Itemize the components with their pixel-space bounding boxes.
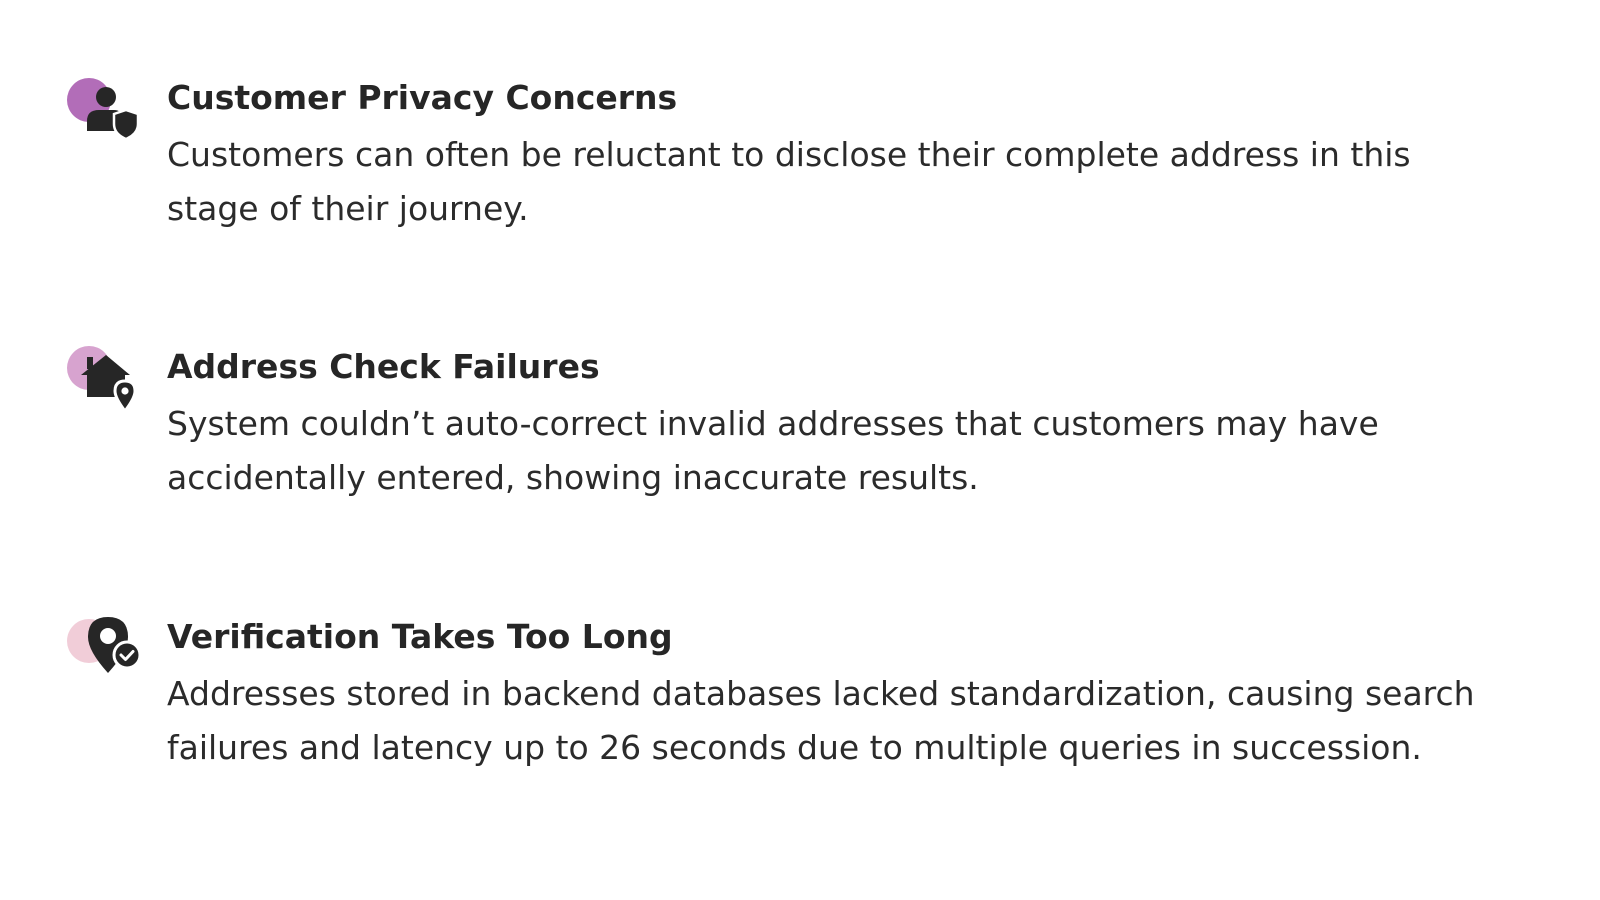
item-description: Addresses stored in backend databases lacked standardization, causing search failures and latency up to 26 seconds due to multiple queries in succession. <box>167 674 1475 767</box>
user-shield-icon <box>66 76 142 146</box>
item-title: Customer Privacy Concerns <box>167 78 678 117</box>
location-pin-check-icon <box>66 615 142 685</box>
item-description: System couldn’t auto-correct invalid addresses that customers may have accidentally entered, showing inaccurate results. <box>167 404 1379 497</box>
item-title: Address Check Failures <box>167 347 600 386</box>
item-description: Customers can often be reluctant to disclose their complete address in this stage of their journey. <box>167 135 1411 228</box>
item-title: Verification Takes Too Long <box>167 617 673 656</box>
house-location-pin-icon <box>66 345 142 415</box>
